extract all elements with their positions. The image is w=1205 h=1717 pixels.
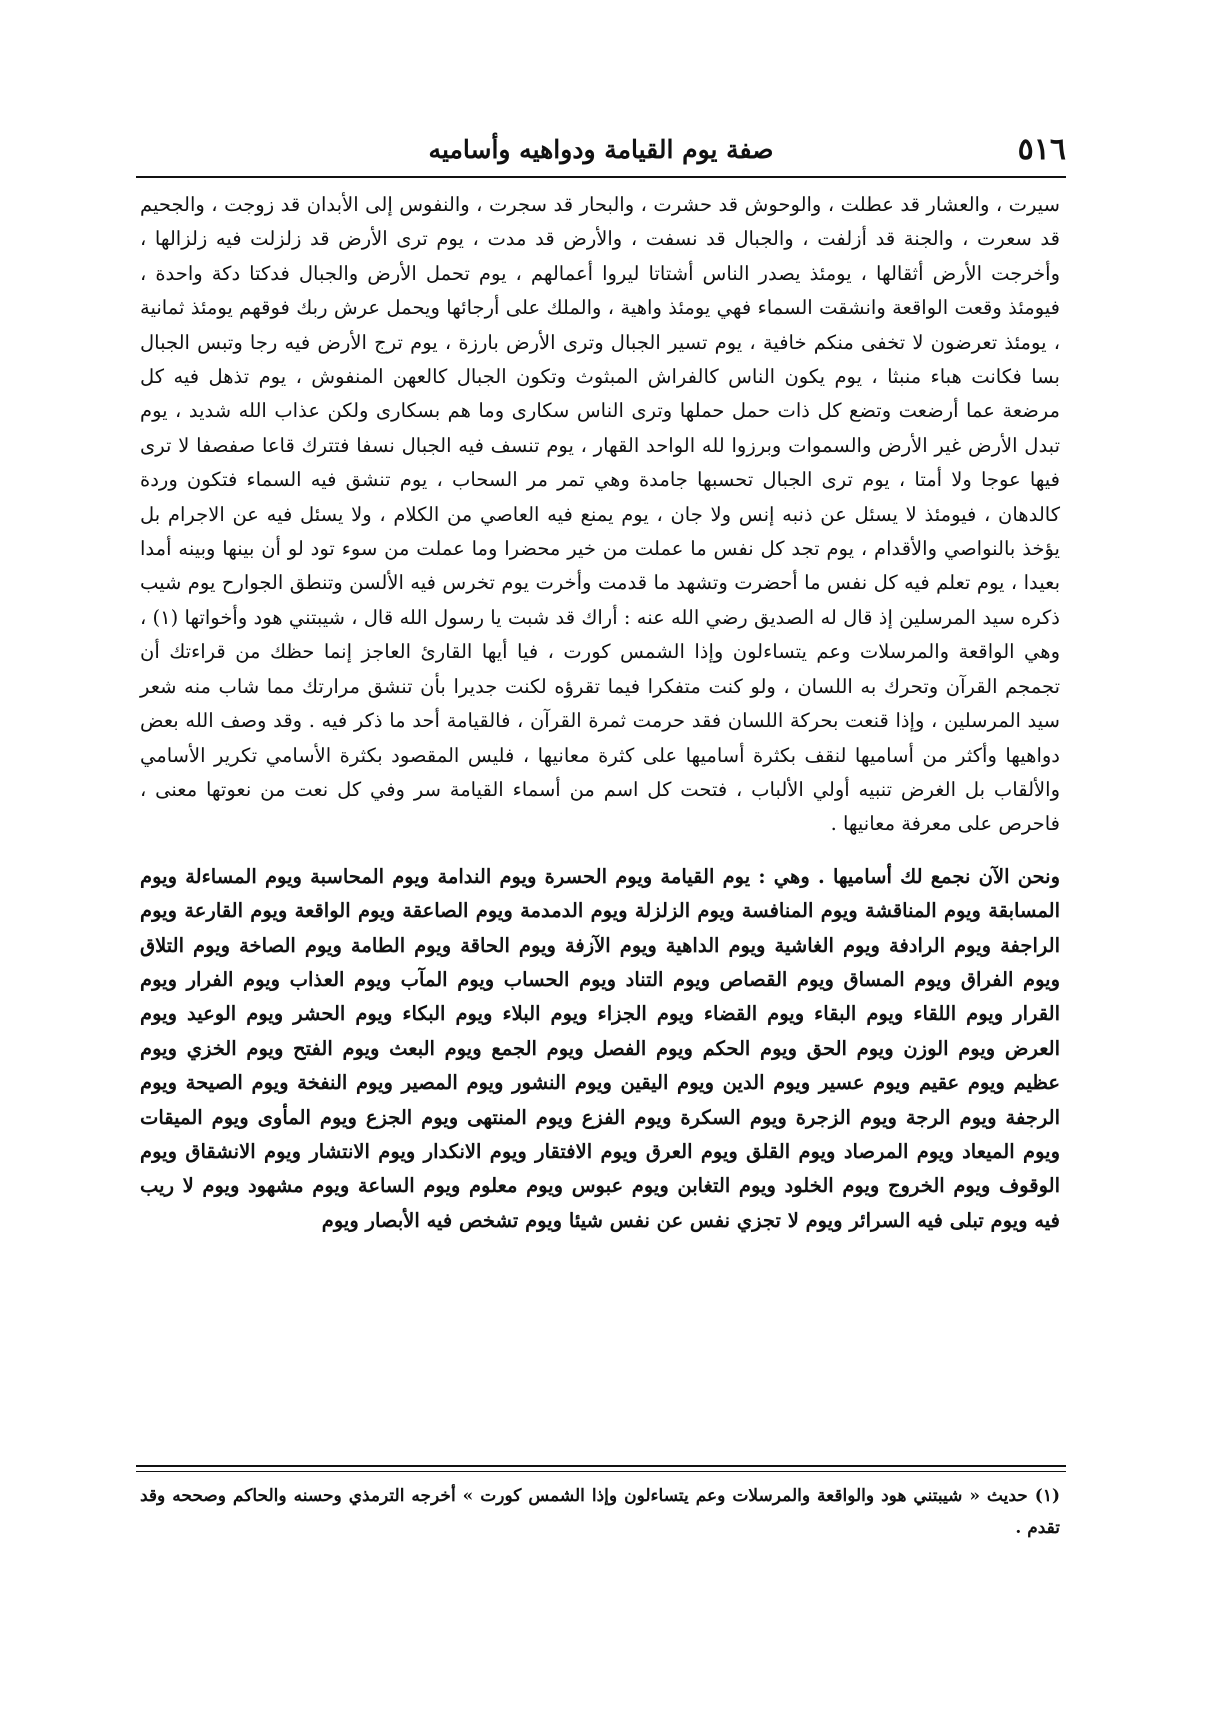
header-rule: [136, 176, 1066, 178]
footnote-rule: [136, 1465, 1066, 1472]
paragraph-1: سيرت ، والعشار قد عطلت ، والوحوش قد حشرت ، والبحار قد سجرت ، والنفوس إلى الأبدان قد زوجت ، والجحيم قد سعرت ، والجنة قد أزلفت ، والجبال قد نسفت ، والأرض قد مدت ، يوم ترى الأرض قد زلزلت فيه زلزالها ، وأخرجت الأرض أثقالها ، يومئذ يصدر الناس أشتاتا ليروا أعمالهم ، يوم تحمل الأرض والجبال فدكتا دكة واحدة ، فيومئذ وقعت الواقعة وانشقت السماء فهي يومئذ واهية ، والملك على أرجائها ويحمل عرش ربك فوقهم يومئذ ثمانية ، يومئذ تعرضون لا تخفى منكم خافية ، يوم تسير الجبال وترى الأرض بارزة ، يوم ترج الأرض فيه رجا وتبس الجبال بسا فكانت هباء منبثا ، يوم يكون الناس كالفراش المبثوث وتكون الجبال كالعهن المنفوش ، يوم تذهل فيه كل مرضعة عما أرضعت وتضع كل ذات حمل حملها وترى الناس سكارى وما هم بسكارى ولكن عذاب الله شديد ، يوم تبدل الأرض غير الأرض والسموات وبرزوا لله الواحد القهار ، يوم تنسف فيه الجبال نسفا فتترك قاعا صفصفا لا ترى فيها عوجا ولا أمتا ، يوم ترى الجبال تحسبها جامدة وهي تمر مر السحاب ، يوم تنشق فيه السماء فتكون وردة كالدهان ، فيومئذ لا يسئل عن ذنبه إنس ولا جان ، يوم يمنع فيه العاصي من الكلام ، ولا يسئل فيه عن الاجرام بل يؤخذ بالنواصي والأقدام ، يوم تجد كل نفس ما عملت من خير محضرا وما عملت من سوء تود لو أن بينها وبينه أمدا بعيدا ، يوم تعلم فيه كل نفس ما أحضرت وتشهد ما قدمت وأخرت يوم تخرس فيه الألسن وتنطق الجوارح يوم شيب ذكره سيد المرسلين إذ قال له الصديق رضي الله عنه : أراك قد شبت يا رسول الله قال ، شيبتني هود وأخواتها (١) ، وهي الواقعة والمرسلات وعم يتساءلون وإذا الشمس كورت ، فيا أيها القارئ العاجز إنما حظك من قراءتك أن تجمجم القرآن وتحرك به اللسان ، ولو كنت متفكرا فيما تقرؤه لكنت جديرا بأن تنشق مرارتك مما شاب منه شعر سيد المرسلين ، وإذا قنعت بحركة اللسان فقد حرمت ثمرة القرآن ، فالقيامة أحد ما ذكر فيه . وقد وصف الله بعض دواهيها وأكثر من أساميها لنقف بكثرة أساميها على كثرة معانيها ، فليس المقصود بكثرة الأسامي تكرير الأسامي والألقاب بل الغرض تنبيه أولي الألباب ، فتحت كل اسم من أسماء القيامة سر وفي كل نعت من نعوتها معنى ، فاحرص على معرفة معانيها .: [140, 193, 1060, 836]
running-title: صفة يوم القيامة ودواهيه وأساميه: [428, 135, 774, 164]
paragraph-2: ونحن الآن نجمع لك أساميها . وهي : يوم القيامة ويوم الحسرة ويوم الندامة ويوم المحاسبة ويوم المساءلة ويوم المسابقة ويوم المناقشة ويوم المنافسة ويوم الزلزلة ويوم الدمدمة ويوم الصاعقة ويوم الواقعة ويوم القارعة ويوم الراجفة ويوم الرادفة ويوم الغاشية ويوم الداهية ويوم الآزفة ويوم الحاقة ويوم الطامة ويوم الصاخة ويوم التلاق ويوم الفراق ويوم المساق ويوم القصاص ويوم التناد ويوم الحساب ويوم المآب ويوم العذاب ويوم الفرار ويوم القرار ويوم اللقاء ويوم البقاء ويوم القضاء ويوم الجزاء ويوم البلاء ويوم البكاء ويوم الحشر ويوم الوعيد ويوم العرض ويوم الوزن ويوم الحق ويوم الحكم ويوم الفصل ويوم الجمع ويوم البعث ويوم الفتح ويوم الخزي ويوم عظيم ويوم عقيم ويوم عسير ويوم الدين ويوم اليقين ويوم النشور ويوم المصير ويوم النفخة ويوم الصيحة ويوم الرجفة ويوم الرجة ويوم الزجرة ويوم السكرة ويوم الفزع ويوم المنتهى ويوم الجزع ويوم المأوى ويوم الميقات ويوم الميعاد ويوم المرصاد ويوم القلق ويوم العرق ويوم الافتقار ويوم الانكدار ويوم الانتشار ويوم الانشقاق ويوم الوقوف ويوم الخروج ويوم الخلود ويوم التغابن ويوم عبوس ويوم معلوم ويوم الساعة ويوم مشهود ويوم لا ريب فيه ويوم تبلى فيه السرائر ويوم لا تجزي نفس عن نفس شيئا ويوم تشخص فيه الأبصار ويوم: [140, 864, 1060, 1232]
main-text: [140, 188, 1060, 1238]
footnote: (١) حديث « شيبتني هود والواقعة والمرسلات وعم يتساءلون وإذا الشمس كورت » أخرجه الترمذي وحسنه والحاكم وصححه وقد تقدم .: [140, 1486, 1060, 1538]
page-header: [136, 128, 1066, 172]
page-number: ٥١٦: [1017, 132, 1066, 167]
